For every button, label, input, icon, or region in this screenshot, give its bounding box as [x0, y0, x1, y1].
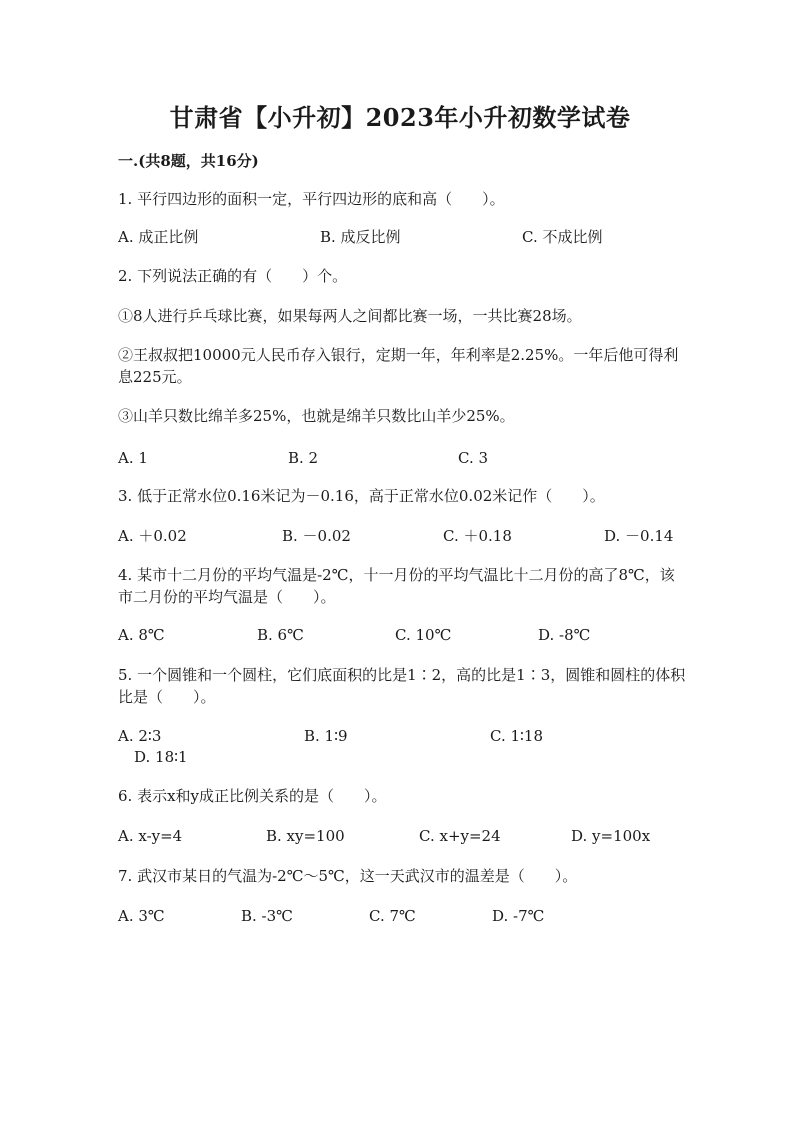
question-3-option-b[interactable]: B. －0.02 — [282, 527, 351, 545]
question-5-option-b[interactable]: B. 1∶9 — [304, 727, 348, 745]
question-1-option-b[interactable]: B. 成反比例 — [320, 228, 401, 246]
question-7-option-c[interactable]: C. 7℃ — [369, 907, 416, 925]
question-4-option-c[interactable]: C. 10℃ — [395, 626, 452, 644]
question-2-option-a[interactable]: A. 1 — [118, 449, 148, 467]
question-5-option-c[interactable]: C. 1∶18 — [490, 727, 544, 745]
question-1-stem: 1. 平行四边形的面积一定，平行四边形的底和高（ ）。 — [118, 190, 505, 208]
question-1-option-a[interactable]: A. 成正比例 — [118, 228, 199, 246]
question-7-option-b[interactable]: B. -3℃ — [241, 907, 293, 925]
question-2-stem: 2. 下列说法正确的有（ ）个。 — [118, 267, 348, 285]
question-4-option-d[interactable]: D. -8℃ — [538, 626, 591, 644]
exam-title: 甘肃省【小升初】2023年小升初数学试卷 — [169, 103, 631, 132]
question-7-option-a[interactable]: A. 3℃ — [118, 907, 165, 925]
question-2-statement-1: ①8人进行乒乓球比赛，如果每两人之间都比赛一场，一共比赛28场。 — [118, 307, 582, 325]
question-5-stem: 5. 一个圆锥和一个圆柱，它们底面积的比是1∶2，高的比是1∶3，圆锥和圆柱的体积比是（ ）。 — [118, 666, 686, 706]
question-6-option-c[interactable]: C. x+y=24 — [419, 827, 501, 845]
question-2-statement-2: ②王叔叔把10000元人民币存入银行，定期一年，年利率是2.25%。一年后他可得利息225元。 — [118, 346, 679, 386]
question-6-option-d[interactable]: D. y=100x — [571, 827, 651, 845]
question-3-option-d[interactable]: D. －0.14 — [604, 527, 674, 545]
question-3-stem: 3. 低于正常水位0.16米记为－0.16，高于正常水位0.02米记作（ ）。 — [118, 487, 605, 505]
question-5-option-d[interactable]: D. 18∶1 — [134, 748, 188, 766]
question-1-option-c[interactable]: C. 不成比例 — [522, 228, 603, 246]
question-6-stem: 6. 表示x和y成正比例关系的是（ ）。 — [118, 787, 387, 805]
question-7-stem: 7. 武汉市某日的气温为-2℃～5℃，这一天武汉市的温差是（ ）。 — [118, 867, 578, 885]
question-3-option-a[interactable]: A. ＋0.02 — [118, 527, 187, 545]
question-2-statement-3: ③山羊只数比绵羊多25%，也就是绵羊只数比山羊少25%。 — [118, 407, 515, 425]
section-heading: 一.(共8题，共16分) — [118, 152, 259, 170]
question-3-option-c[interactable]: C. ＋0.18 — [443, 527, 512, 545]
question-2-option-b[interactable]: B. 2 — [288, 449, 319, 467]
question-6-option-a[interactable]: A. x-y=4 — [118, 827, 183, 845]
question-4-option-b[interactable]: B. 6℃ — [257, 626, 304, 644]
question-2-option-c[interactable]: C. 3 — [458, 449, 489, 467]
question-5-option-a[interactable]: A. 2∶3 — [118, 727, 162, 745]
question-6-option-b[interactable]: B. xy=100 — [266, 827, 345, 845]
question-4-stem: 4. 某市十二月份的平均气温是-2℃，十一月份的平均气温比十二月份的高了8℃，该市二月份的平均气温是（ ）。 — [118, 566, 675, 606]
question-7-option-d[interactable]: D. -7℃ — [492, 907, 545, 925]
question-4-option-a[interactable]: A. 8℃ — [118, 626, 165, 644]
